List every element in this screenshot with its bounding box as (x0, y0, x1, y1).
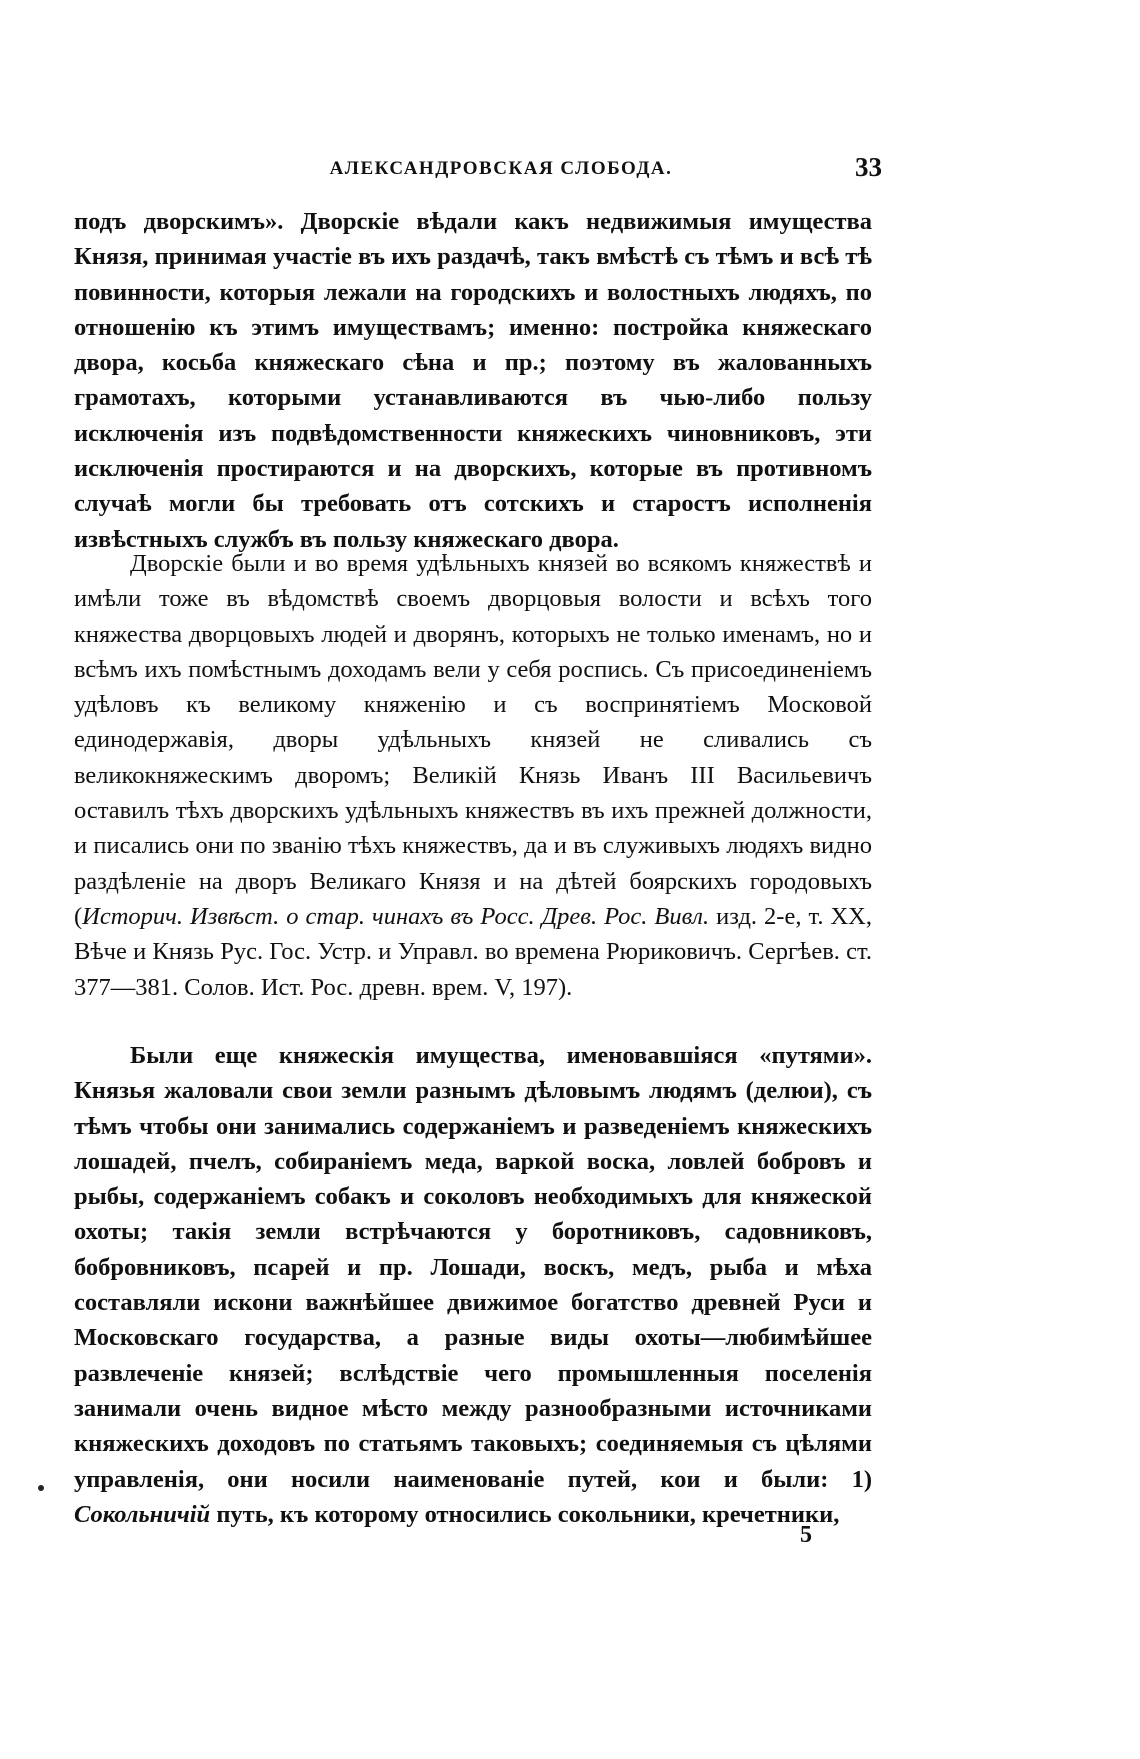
paragraph-2-citation-tail: изд. 2-е, т. XX, Вѣче и Князь Рус. Гос. Устр. и Управл. во времена Рюриковичъ. Сергѣев. ст. 377—381. Солов. Ист. Рос. древн. врем. V, 197). (74, 902, 872, 1001)
page-number: 33 (855, 152, 882, 182)
paragraph-3-text (74, 1038, 872, 1532)
paragraph-3-body: Были еще княжескія имущества, именовавшіяся «путями». Князья жаловали свои земли разнымъ дѣловымъ людямъ (делюи), съ тѣмъ чтобы они занимались содержаніемъ и разведеніемъ княжескихъ лошадей, пчелъ, собираніемъ меда, варкой воска, ловлей бобровъ и рыбы, содержаніемъ собакъ и соколовъ необходимыхъ для княжеской охоты; такія земли встрѣчаются у боротниковъ, садовниковъ, бобровниковъ, псарей и пр. Лошади, воскъ, медъ, рыба и мѣха составляли искони важнѣйшее движимое богатство древней Руси и Московскаго государства, а разные виды охоты—любимѣйшее развлеченіе князей; вслѣдствіе чего промышленныя поселенія занимали очень видное мѣсто между разнообразными источниками княжескихъ доходовъ по статьямъ таковыхъ; соединяемыя съ цѣлями управленія, они носили наименованіе путей, кои и были: 1) (74, 1042, 872, 1493)
paragraph-2-body: Дворскіе были и во время удѣльныхъ князей во всякомъ княжествѣ и имѣли тоже въ вѣдомствѣ своемъ дворцовыя волости и всѣхъ того княжества дворцовыхъ людей и дворянъ, которыхъ не только именамъ, но и всѣмъ ихъ помѣстнымъ доходамъ вели у себя роспись. Съ присоединеніемъ удѣловъ къ великому княженію и съ воспринятіемъ Московой единодержавія, дворы удѣльныхъ князей не сливались съ великокняжескимъ дворомъ; Великій Князь Иванъ III Васильевичъ оставилъ тѣхъ дворскихъ удѣльныхъ княжествъ въ ихъ прежней должности, и писались они по званію тѣхъ княжествъ, да и въ служивыхъ людяхъ видно раздѣленіе на дворъ Великаго Князя и на дѣтей боярскихъ городовыхъ ( (74, 550, 872, 930)
paragraph-1-text: подъ дворскимъ». Дворскіе вѣдали какъ недвижимыя имущества Князя, принимая участіе въ ихъ раздачѣ, такъ вмѣстѣ съ тѣмъ и всѣ тѣ повинности, которыя лежали на городскихъ и волостныхъ людяхъ, по отношенію къ этимъ имуществамъ; именно: постройка княжескаго двора, косьба княжескаго сѣна и пр.; поэтому въ жалованныхъ грамотахъ, которыми устанавливаются въ чью-либо пользу исключенія изъ подвѣдомственности княжескихъ чиновниковъ, эти исключенія простираются и на дворскихъ, которые въ противномъ случаѣ могли бы требовать отъ сотскихъ и старостъ исполненія извѣстныхъ службъ въ пользу княжескаго двора. (74, 208, 872, 553)
paragraph-2-text (74, 546, 872, 1005)
signature-mark: 5 (800, 1522, 812, 1548)
running-title: АЛЕКСАНДРОВСКАЯ СЛОБОДА. (329, 158, 673, 179)
page-header (120, 152, 882, 198)
paragraph-3-term-italic: Сокольничій (74, 1500, 211, 1528)
paragraph-3-tail: путь, къ которому относились сокольники, кречетники, (210, 1500, 840, 1528)
ink-dot-mark (38, 1485, 44, 1491)
paragraph-2 (74, 546, 872, 1005)
paragraph-3 (74, 1038, 872, 1532)
paragraph-1 (74, 204, 872, 557)
paragraph-2-citation-italic: Историч. Извѣст. о стар. чинахъ въ Росс. Древ. Рос. Вивл. (82, 902, 710, 930)
